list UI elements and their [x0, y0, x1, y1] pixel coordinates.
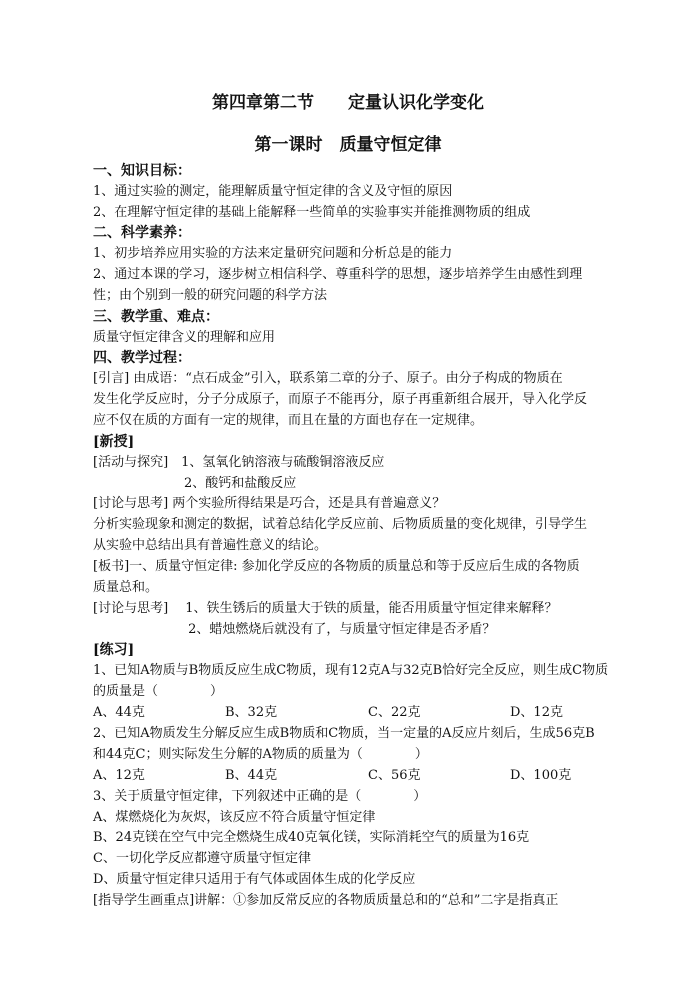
- text-line: 发生化学反应时，分子分成原子，而原子不能再分，原子再重新组合展开，导入化学反: [93, 392, 588, 407]
- text-line: 性；由个别到一般的研究问题的科学方法: [93, 288, 328, 303]
- text-line: [指导学生画重点]讲解：①参加反常反应的各物质质量总和的“总和”二字是指真正: [93, 893, 559, 908]
- option-c: C、56克: [368, 768, 421, 783]
- text-line: B、24克镁在空气中完全燃烧生成40克氧化镁，实际消耗空气的质量为16克: [93, 830, 530, 845]
- option-d: D、100克: [510, 768, 572, 783]
- text-line: 应不仅在质的方面有一定的规律，而且在量的方面也存在一定规律。: [93, 413, 484, 428]
- text-line: 2、酸钙和盐酸反应: [93, 476, 297, 491]
- option-c: C、22克: [368, 705, 421, 720]
- option-a: A、44克: [93, 705, 145, 720]
- option-b: B、44克: [225, 768, 278, 783]
- text-line: [引言] 由成语：“点石成金”引入，联系第二章的分子、原子。由分子构成的物质在: [93, 371, 563, 386]
- question-line: 和44克C；则实际发生分解的A物质的质量为（ ）: [93, 747, 428, 762]
- text-line: A、煤燃烧化为灰烬，该反应不符合质量守恒定律: [93, 810, 376, 825]
- text-line: [新授]: [93, 434, 135, 450]
- section-heading: 三、教学重、难点：: [93, 309, 219, 325]
- option-d: D、12克: [510, 705, 563, 720]
- text-line: [板书]一、质量守恒定律: 参加化学反应的各物质的质量总和等于反应后生成的各物质: [93, 559, 580, 574]
- option-b: B、32克: [225, 705, 278, 720]
- page-title: 第四章第二节 定量认识化学变化: [212, 93, 484, 113]
- page-subtitle: 第一课时 质量守恒定律: [254, 135, 442, 155]
- section-heading: 二、科学素养：: [93, 225, 191, 241]
- section-heading: 四、教学过程：: [93, 350, 191, 366]
- text-line: D、质量守恒定律只适用于有气体或固体生成的化学反应: [93, 872, 416, 887]
- text-line: [练习]: [93, 642, 135, 658]
- text-line: 2、蜡烛燃烧后就没有了，与质量守恒定律是否矛盾？: [93, 622, 496, 637]
- question-line: 的质量是（ ）: [93, 684, 224, 699]
- text-line: 质量总和。: [93, 580, 159, 595]
- text-line: 质量守恒定律含义的理解和应用: [93, 330, 276, 345]
- section-heading: 一、知识目标：: [93, 163, 191, 179]
- text-line: 1、初步培养应用实验的方法来定量研究问题和分析总是的能力: [93, 246, 453, 261]
- question-line: 2、已知A物质发生分解反应生成B物质和C物质，当一定量的A反应片刻后，生成56克B: [93, 726, 595, 741]
- text-line: [讨论与思考] 1、铁生锈后的质量大于铁的质量，能否用质量守恒定律来解释？: [93, 601, 558, 616]
- text-line: C、一切化学反应都遵守质量守恒定律: [93, 851, 311, 866]
- text-line: 2、通过本课的学习，逐步树立相信科学、尊重科学的思想，逐步培养学生由感性到理: [93, 267, 583, 282]
- option-a: A、12克: [93, 768, 145, 783]
- text-line: 1、通过实验的测定，能理解质量守恒定律的含义及守恒的原因: [93, 184, 453, 199]
- text-line: [活动与探究] 1、氢氧化钠溶液与硫酸铜溶液反应: [93, 455, 385, 470]
- text-line: 分析实验现象和测定的数据，试着总结化学反应前、后物质质量的变化规律，引导学生: [93, 517, 588, 532]
- question-line: 1、已知A物质与B物质反应生成C物质，现有12克A与32克B恰好完全反应，则生成C物质: [93, 663, 609, 678]
- text-line: 2、在理解守恒定律的基础上能解释一些简单的实验事实并能推测物质的组成: [93, 205, 531, 220]
- text-line: 从实验中总结出具有普遍性意义的结论。: [93, 538, 328, 553]
- question-line: 3、关于质量守恒定律，下列叙述中正确的是（ ）: [93, 789, 427, 804]
- text-line: [讨论与思考] 两个实验所得结果是巧合，还是具有普遍意义？: [93, 496, 446, 511]
